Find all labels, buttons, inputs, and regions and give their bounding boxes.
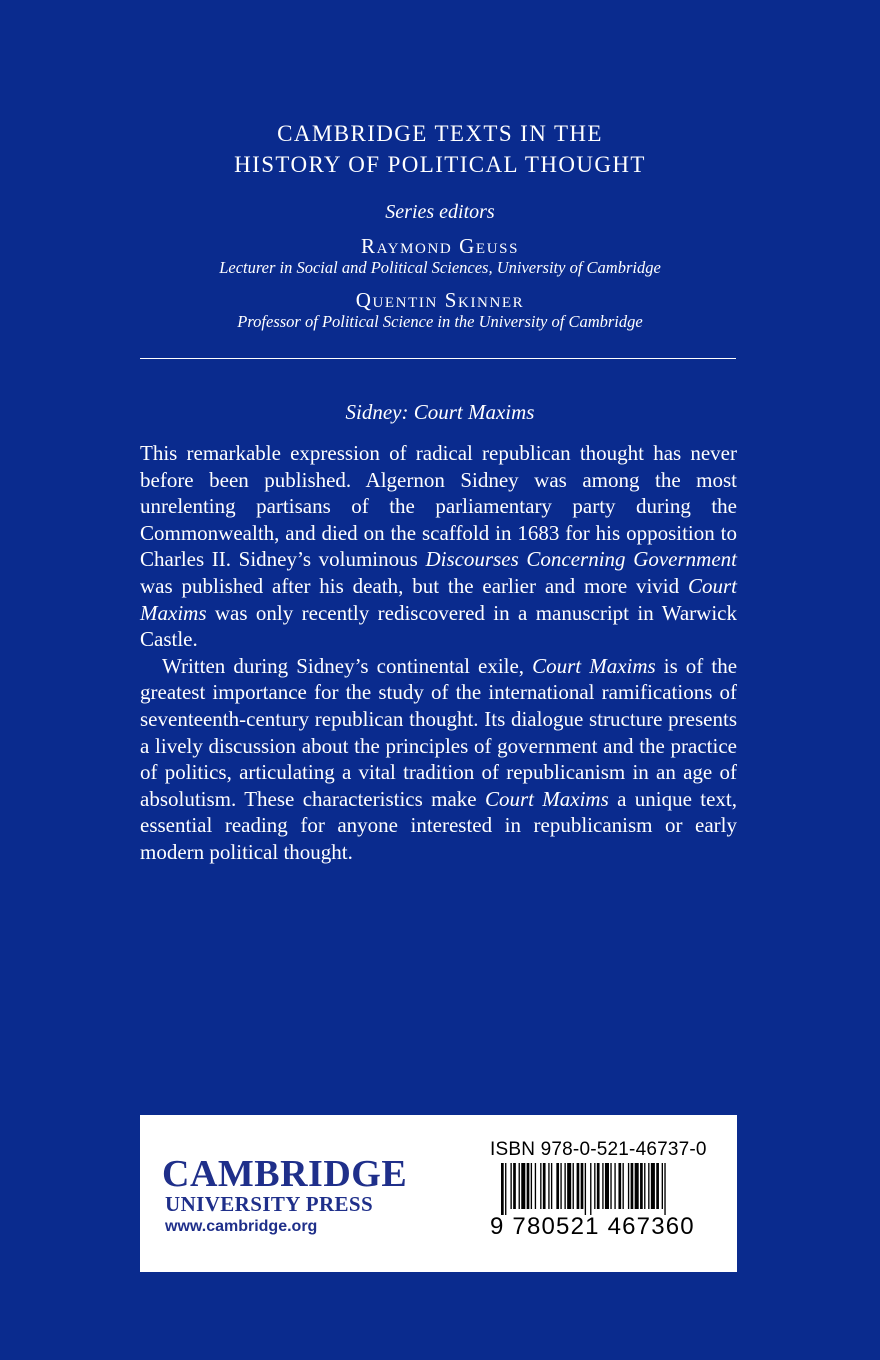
description-paragraph bbox=[140, 653, 737, 866]
divider-rule bbox=[140, 358, 736, 359]
series-title-line-2: HISTORY OF POLITICAL THOUGHT bbox=[234, 152, 646, 177]
italic-title: Court Maxims bbox=[484, 786, 609, 811]
italic-title: Discourses Concerning Government bbox=[425, 547, 737, 572]
barcode-icon bbox=[487, 1163, 715, 1215]
book-title: Sidney: Court Maxims bbox=[345, 400, 535, 424]
text-run: was published after his death, but the earlier and more vivid bbox=[140, 573, 688, 598]
text-run: a unique text, essential reading for anyone interested in republicanism or early modern political thought. bbox=[140, 786, 738, 864]
barcode-digits: 9 780521 467360 bbox=[490, 1213, 695, 1240]
italic-title: Court Maxims bbox=[532, 653, 656, 678]
description-paragraph bbox=[140, 440, 737, 653]
publisher-logo-press: UNIVERSITY PRESS bbox=[165, 1192, 374, 1216]
book-description bbox=[140, 440, 737, 866]
editor-role: Professor of Political Science in the University of Cambridge bbox=[237, 312, 643, 331]
publisher-logo-name: CAMBRIDGE bbox=[162, 1153, 408, 1195]
text-run: was only recently rediscovered in a manuscript in Warwick Castle. bbox=[140, 600, 737, 652]
italic-title: Court Maxims bbox=[140, 573, 737, 625]
editor-name: Quentin Skinner bbox=[355, 288, 525, 312]
series-editors-heading: Series editors bbox=[385, 201, 495, 223]
text-run: is of the greatest importance for the study of the international ramifications of seventeenth-century republican thought. Its dialogue structure presents a lively discussion about the principles of government and the practice of politics, articulating a vital tradition of republicanism in an age of absolutism. These characteristics make bbox=[140, 653, 738, 811]
series-title-line-1: CAMBRIDGE TEXTS IN THE bbox=[277, 121, 603, 146]
text-run: Written during Sidney’s continental exile, bbox=[162, 653, 533, 678]
isbn-label: ISBN 978-0-521-46737-0 bbox=[490, 1139, 707, 1160]
publisher-imprint-panel bbox=[140, 1115, 737, 1272]
editor-role: Lecturer in Social and Political Sciences, University of Cambridge bbox=[219, 258, 661, 277]
series-block bbox=[0, 118, 880, 332]
editor-name: Raymond Geuss bbox=[360, 234, 520, 258]
text-run: This remarkable expression of radical republican thought has never before been published. Algernon Sidney was among the most unrelenting partisans of the parliamentary party during the Commonwealth, and died on the scaffold in 1683 for his opposition to Charles II. Sidney’s voluminous bbox=[140, 441, 737, 572]
publisher-url: www.cambridge.org bbox=[165, 1218, 318, 1235]
